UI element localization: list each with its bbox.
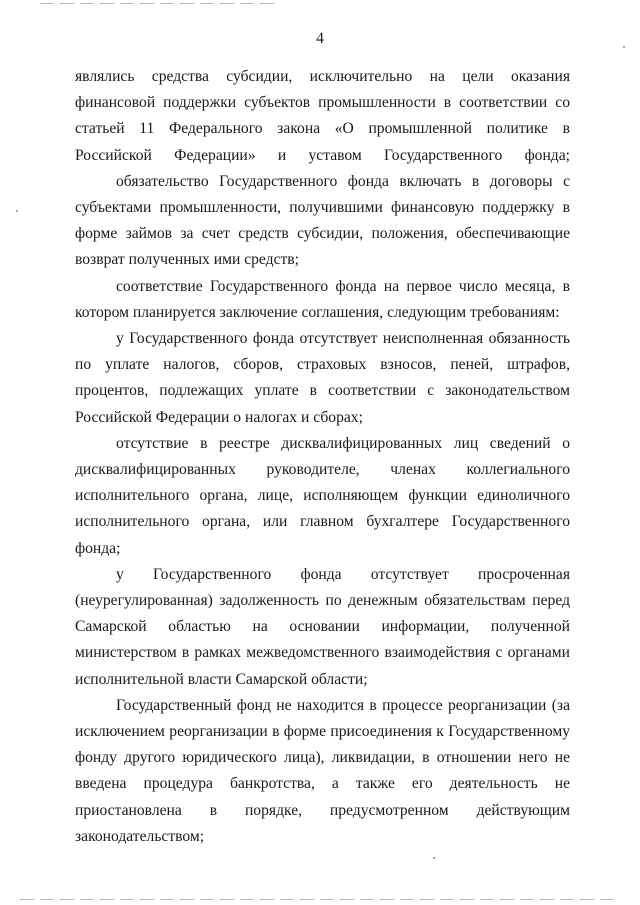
scan-edge-bottom	[20, 899, 620, 900]
paragraph: у Государственного фонда отсутствует просроченная (неурегулированная) задолженность по денежным обязательствам перед Самарской областью на основании информации, полученной министерством в рамках межведомственного взаимодействия с органами исполнительной власти Самарской области;	[75, 565, 570, 688]
document-body	[75, 64, 570, 850]
paragraph: Государственный фонд не находится в процессе реорганизации (за исключением реорганизации в форме присоединения к Государственному фонду другого юридического лица), ликвидации, в отношении него не введена процедура банкротства, а также его деятельность не приостановлена в порядке, предусмотренном действующим законодательством;	[75, 696, 570, 845]
scan-speck	[433, 857, 435, 859]
paragraph: отсутствие в реестре дисквалифицированных лиц сведений о дисквалифицированных руководителе, членах коллегиального исполнительного органа, лице, исполняющем функции единоличного исполнительного органа, или главном бухгалтере Государственного фонда;	[75, 434, 570, 557]
paragraph: у Государственного фонда отсутствует неисполненная обязанность по уплате налогов, сборов, страховых взносов, пеней, штрафов, процентов, подлежащих уплате в соответствии с законодательством Российской Федерации о налогах и сборах;	[75, 330, 570, 426]
scan-edge-top	[40, 3, 280, 4]
paragraph: обязательство Государственного фонда включать в договоры с субъектами промышленности, получившими финансовую поддержку в форме займов за счет средств субсидии, положения, обеспечивающие возврат полученных ими средств;	[75, 172, 570, 269]
page-number: 4	[316, 30, 324, 47]
paragraph: соответствие Государственного фонда на первое число месяца, в котором планируется заключение соглашения, следующим требованиям:	[75, 277, 570, 321]
paragraph: являлись средства субсидии, исключительно на цели оказания финансовой поддержки субъектов промышленности в соответствии со статьей 11 Федерального закона «О промышленной политике в Российской Федерации» и уставом Государственного фонда;	[75, 68, 570, 164]
scan-speck	[16, 210, 18, 212]
